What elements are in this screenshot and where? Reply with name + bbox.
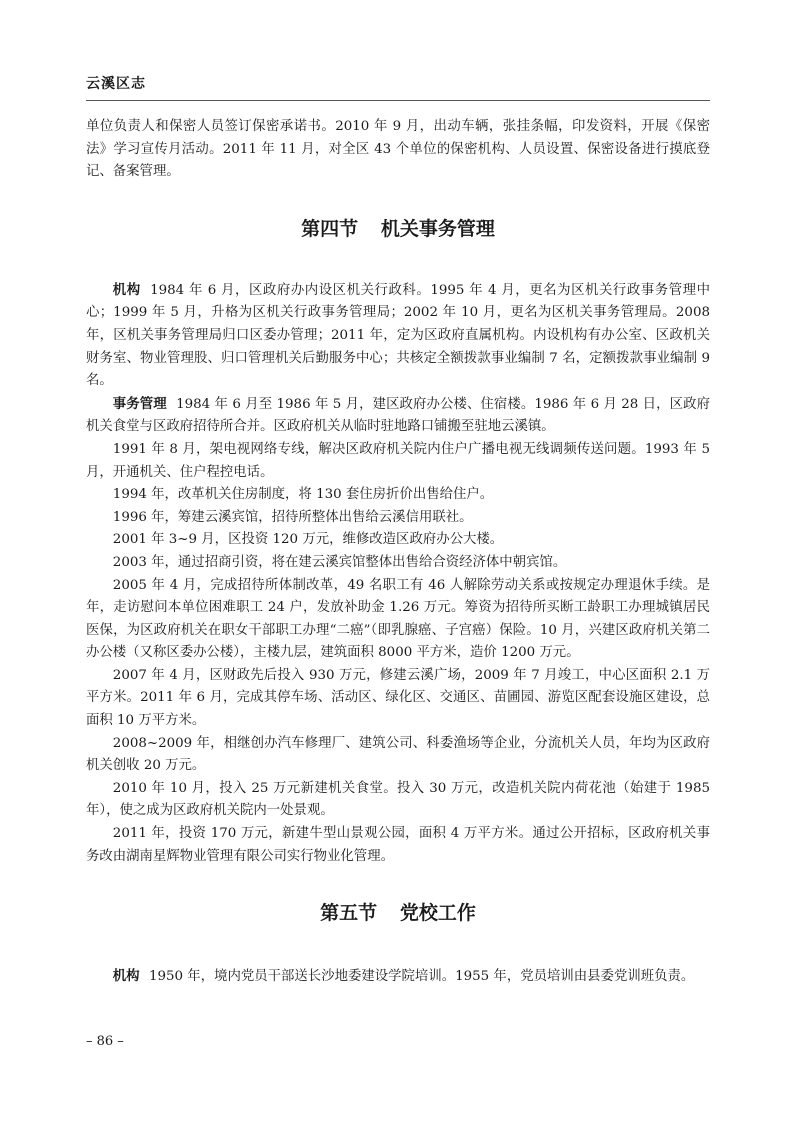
page-number: – 86 – — [86, 1034, 124, 1049]
paragraph — [86, 552, 710, 575]
section-4-number: 第四节 — [301, 217, 359, 240]
paragraph — [86, 484, 710, 507]
paragraph-text: 2007 年 4 月，区财政先后投入 930 万元，修建云溪广场，2009 年 7 月竣工，中心区面积 2.1 万平方米。2011 年 6 月，完成其停车场、活动区、绿化区、交通区、苗圃园、游览区配套设施区建设，总面积 10 万平方米。 — [86, 667, 710, 729]
header-divider — [86, 100, 710, 101]
paragraph — [86, 279, 710, 393]
paragraph-keyword: 机构 — [112, 968, 140, 985]
section-4-heading — [86, 214, 710, 241]
running-header-title: 云溪区志 — [86, 76, 146, 92]
section-5-heading — [86, 898, 710, 925]
paragraph-text: 1996 年，筹建云溪宾馆，招待所整体出售给云溪信用联社。 — [112, 509, 473, 525]
paragraph-text: 2003 年，通过招商引资，将在建云溪宾馆整体出售给合资经济体中朝宾馆。 — [112, 554, 567, 570]
paragraph-text: 1984 年 6 月至 1986 年 5 月，建区政府办公楼、住宿楼。1986 年 6 月 28 日，区政府机关食堂与区政府招待所合并。区政府机关从临时驻地路口铺搬至驻地云溪镇。 — [86, 396, 710, 435]
paragraph — [86, 439, 710, 484]
paragraph-keyword: 机构 — [112, 281, 141, 298]
continued-paragraph: 单位负责人和保密人员签订保密承诺书。2010 年 9 月，出动车辆，张挂条幅，印发资料，开展《保密法》学习宣传月活动。2011 年 11 月，对全区 43 个单位的保密机构、人员设置、保密设备进行摸底登记、备案管理。 — [86, 119, 710, 180]
page-body — [86, 116, 710, 989]
paragraph-text: 1994 年，改革机关住房制度，将 130 套住房折价出售给住户。 — [112, 487, 494, 503]
paragraph-text: 1950 年，境内党员干部送长沙地委建设学院培训。1955 年，党员培训由县委党训班负责。 — [148, 969, 695, 985]
paragraph-keyword: 事务管理 — [112, 395, 167, 412]
section-5-content — [86, 965, 710, 989]
paragraph-text: 2001 年 3~9 月，区投资 120 万元，维修改造区政府办公大楼。 — [112, 532, 504, 548]
section-5-number: 第五节 — [320, 902, 378, 925]
paragraph — [86, 665, 710, 733]
paragraph-text: 2005 年 4 月，完成招待所体制改革，49 名职工有 46 人解除劳动关系或按规定办理退休手续。是年，走访慰问本单位困难职工 24 户，发放补助金 1.26 万元。筹资为招待所买断工龄职工办理城镇居民医保，为区政府机关在职女干部职工办理“二癌”（即乳腺癌、子宫癌）保险。10 月，兴建区政府机关第二办公楼（又称区委办公楼），主楼九层，建筑面积 8000 平方米，造价 1200 万元。 — [86, 577, 710, 661]
paragraph — [86, 733, 710, 778]
paragraph — [86, 507, 710, 530]
paragraph — [86, 965, 710, 989]
paragraph — [86, 778, 710, 823]
paragraph — [86, 823, 710, 868]
paragraph-text: 2011 年，投资 170 万元，新建牛型山景观公园，面积 4 万平方米。通过公开招标，区政府机关事务改由湖南星辉物业管理有限公司实行物业化管理。 — [86, 826, 710, 864]
paragraph-text: 1984 年 6 月，区政府办内设区机关行政科。1995 年 4 月，更名为区机关行政事务管理中心；1999 年 5 月，升格为区机关行政事务管理局；2002 年 10 月，更名为区机关事务管理局。2008 年，区机关事务管理局归口区委办管理；2011 年，定为区政府直属机构。内设机构有办公室、区政机关财务室、物业管理股、归口管理机关后勤服务中心；共核定全额拨款事业编制 7 名，定额拨款事业编制 9 名。 — [86, 282, 711, 389]
section-4-title: 机关事务管理 — [380, 217, 495, 240]
paragraph-text: 1991 年 8 月，架电视网络专线，解决区政府机关院内住户广播电视无线调频传送问题。1993 年 5 月，开通机关、住户程控电话。 — [86, 441, 710, 480]
paragraph — [86, 529, 710, 552]
paragraph-text: 2010 年 10 月，投入 25 万元新建机关食堂。投入 30 万元，改造机关院内荷花池（始建于 1985 年），使之成为区政府机关院内一处景观。 — [86, 780, 710, 819]
paragraph-text: 2008~2009 年，相继创办汽车修理厂、建筑公司、科委渔场等企业，分流机关人员，年均为区政府机关创收 20 万元。 — [86, 735, 710, 774]
paragraph — [86, 575, 710, 665]
paragraph — [86, 393, 710, 439]
section-4-content — [86, 279, 710, 868]
section-5-title: 党校工作 — [399, 902, 476, 925]
